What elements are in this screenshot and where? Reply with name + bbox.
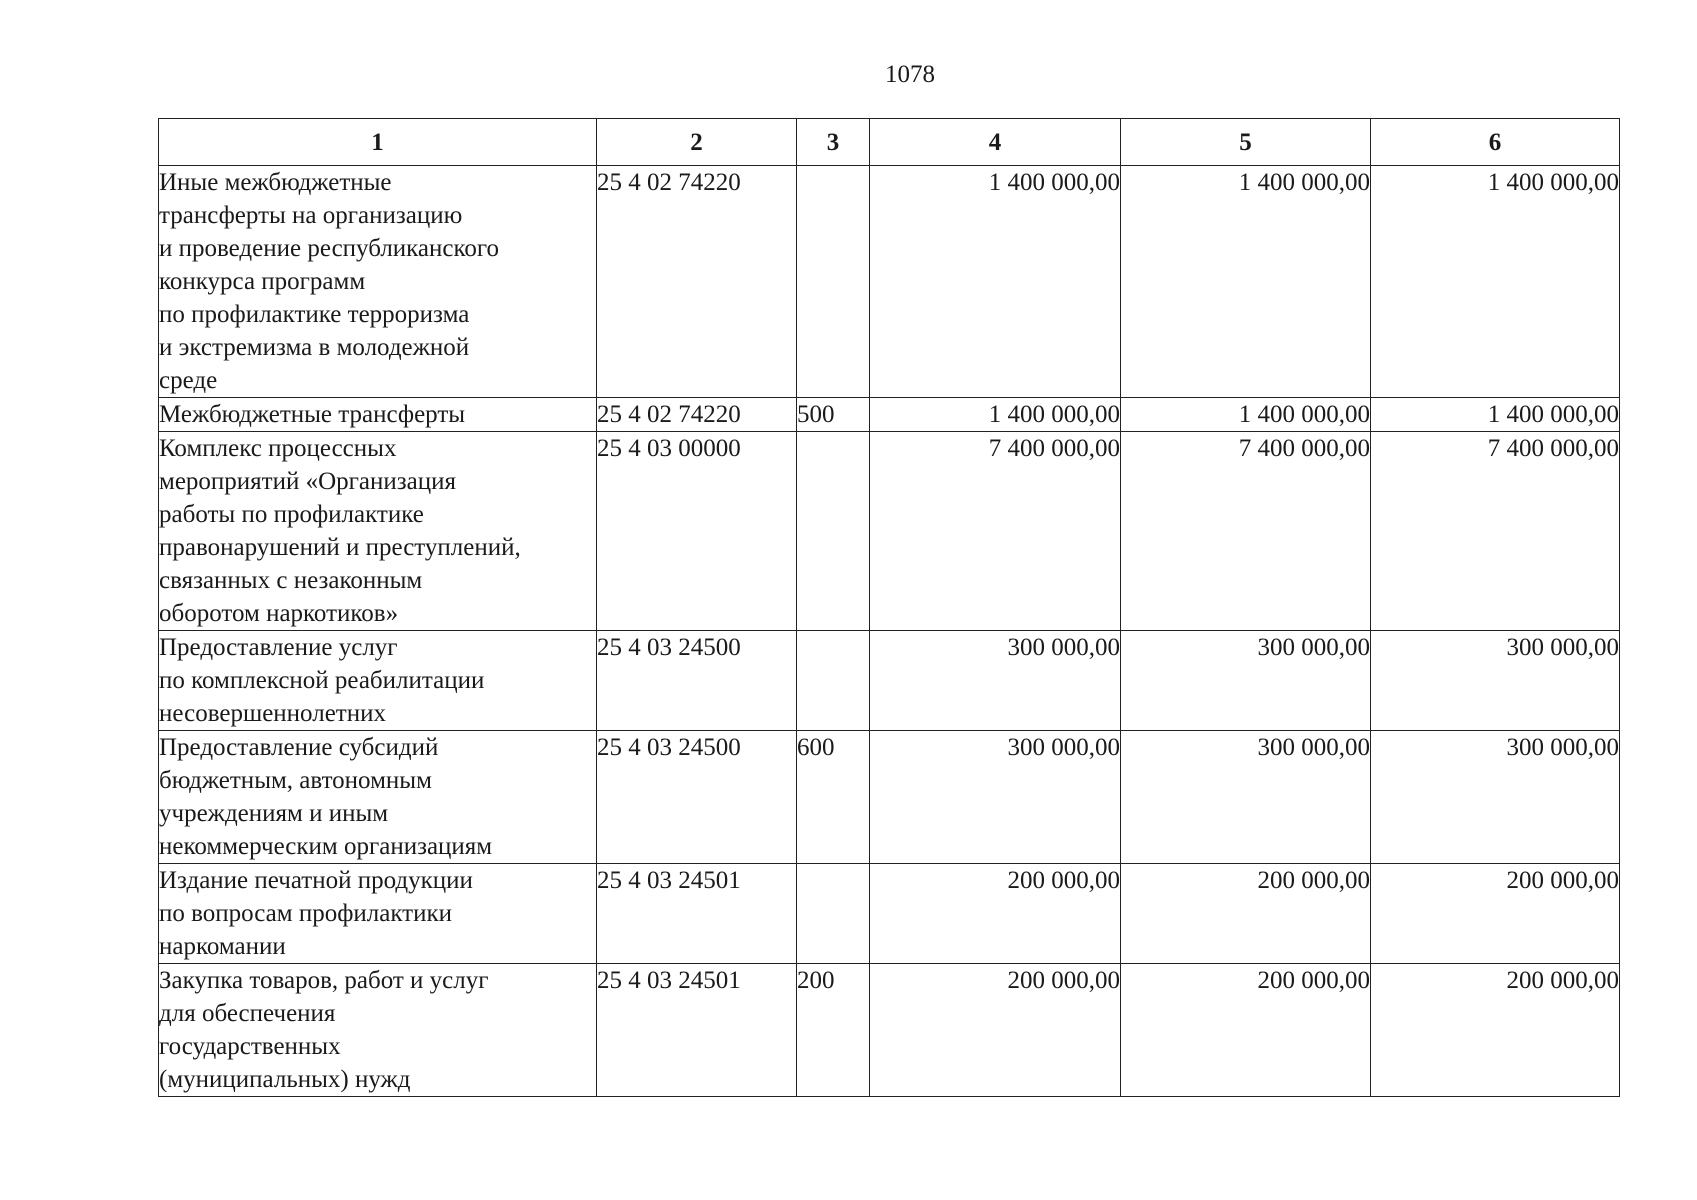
row-type bbox=[797, 166, 870, 398]
row-name: Закупка товаров, работ и услуг для обеспечения государственных (муниципальных) нужд bbox=[159, 964, 597, 1097]
row-code: 25 4 02 74220 bbox=[597, 166, 797, 398]
row-name: Издание печатной продукции по вопросам профилактики наркомании bbox=[159, 864, 597, 964]
row-amount-5: 300 000,00 bbox=[1121, 731, 1371, 864]
row-code: 25 4 03 00000 bbox=[597, 432, 797, 631]
row-amount-4: 7 400 000,00 bbox=[870, 432, 1121, 631]
row-code: 25 4 03 24500 bbox=[597, 631, 797, 731]
row-amount-4: 1 400 000,00 bbox=[870, 398, 1121, 432]
page-number: 1078 bbox=[885, 61, 935, 88]
row-type: 200 bbox=[797, 964, 870, 1097]
row-type bbox=[797, 631, 870, 731]
header-row bbox=[159, 119, 1620, 166]
row-amount-5: 1 400 000,00 bbox=[1121, 166, 1371, 398]
row-type: 500 bbox=[797, 398, 870, 432]
row-type: 600 bbox=[797, 731, 870, 864]
row-type bbox=[797, 432, 870, 631]
header-col-2: 2 bbox=[597, 119, 797, 166]
header-col-1: 1 bbox=[159, 119, 597, 166]
row-name: Комплекс процессных мероприятий «Организация работы по профилактике правонарушений и преступлений, связанных с незаконным оборотом наркотиков» bbox=[159, 432, 597, 631]
row-amount-5: 7 400 000,00 bbox=[1121, 432, 1371, 631]
row-code: 25 4 02 74220 bbox=[597, 398, 797, 432]
row-type bbox=[797, 864, 870, 964]
row-amount-5: 200 000,00 bbox=[1121, 864, 1371, 964]
row-name: Предоставление услуг по комплексной реабилитации несовершеннолетних bbox=[159, 631, 597, 731]
row-amount-6: 7 400 000,00 bbox=[1371, 432, 1620, 631]
row-code: 25 4 03 24501 bbox=[597, 964, 797, 1097]
row-amount-4: 200 000,00 bbox=[870, 964, 1121, 1097]
row-amount-5: 300 000,00 bbox=[1121, 631, 1371, 731]
row-name: Иные межбюджетные трансферты на организацию и проведение республиканского конкурса программ по профилактике терроризма и экстремизма в молодежной среде bbox=[159, 166, 597, 398]
row-amount-5: 1 400 000,00 bbox=[1121, 398, 1371, 432]
row-amount-5: 200 000,00 bbox=[1121, 964, 1371, 1097]
header-col-6: 6 bbox=[1371, 119, 1620, 166]
row-name: Предоставление субсидий бюджетным, автономным учреждениям и иным некоммерческим организациям bbox=[159, 731, 597, 864]
row-amount-6: 300 000,00 bbox=[1371, 731, 1620, 864]
row-amount-4: 300 000,00 bbox=[870, 731, 1121, 864]
table-row bbox=[159, 398, 1620, 432]
budget-table bbox=[158, 118, 1620, 1097]
row-amount-6: 1 400 000,00 bbox=[1371, 166, 1620, 398]
table-row bbox=[159, 631, 1620, 731]
table-row bbox=[159, 166, 1620, 398]
row-amount-6: 300 000,00 bbox=[1371, 631, 1620, 731]
header-col-3: 3 bbox=[797, 119, 870, 166]
row-name: Межбюджетные трансферты bbox=[159, 398, 597, 432]
table-row bbox=[159, 964, 1620, 1097]
row-amount-4: 300 000,00 bbox=[870, 631, 1121, 731]
table-row bbox=[159, 864, 1620, 964]
row-amount-6: 1 400 000,00 bbox=[1371, 398, 1620, 432]
row-amount-6: 200 000,00 bbox=[1371, 864, 1620, 964]
table-row bbox=[159, 432, 1620, 631]
row-amount-4: 1 400 000,00 bbox=[870, 166, 1121, 398]
table-row bbox=[159, 731, 1620, 864]
row-amount-6: 200 000,00 bbox=[1371, 964, 1620, 1097]
row-code: 25 4 03 24500 bbox=[597, 731, 797, 864]
header-col-5: 5 bbox=[1121, 119, 1371, 166]
header-col-4: 4 bbox=[870, 119, 1121, 166]
row-code: 25 4 03 24501 bbox=[597, 864, 797, 964]
row-amount-4: 200 000,00 bbox=[870, 864, 1121, 964]
